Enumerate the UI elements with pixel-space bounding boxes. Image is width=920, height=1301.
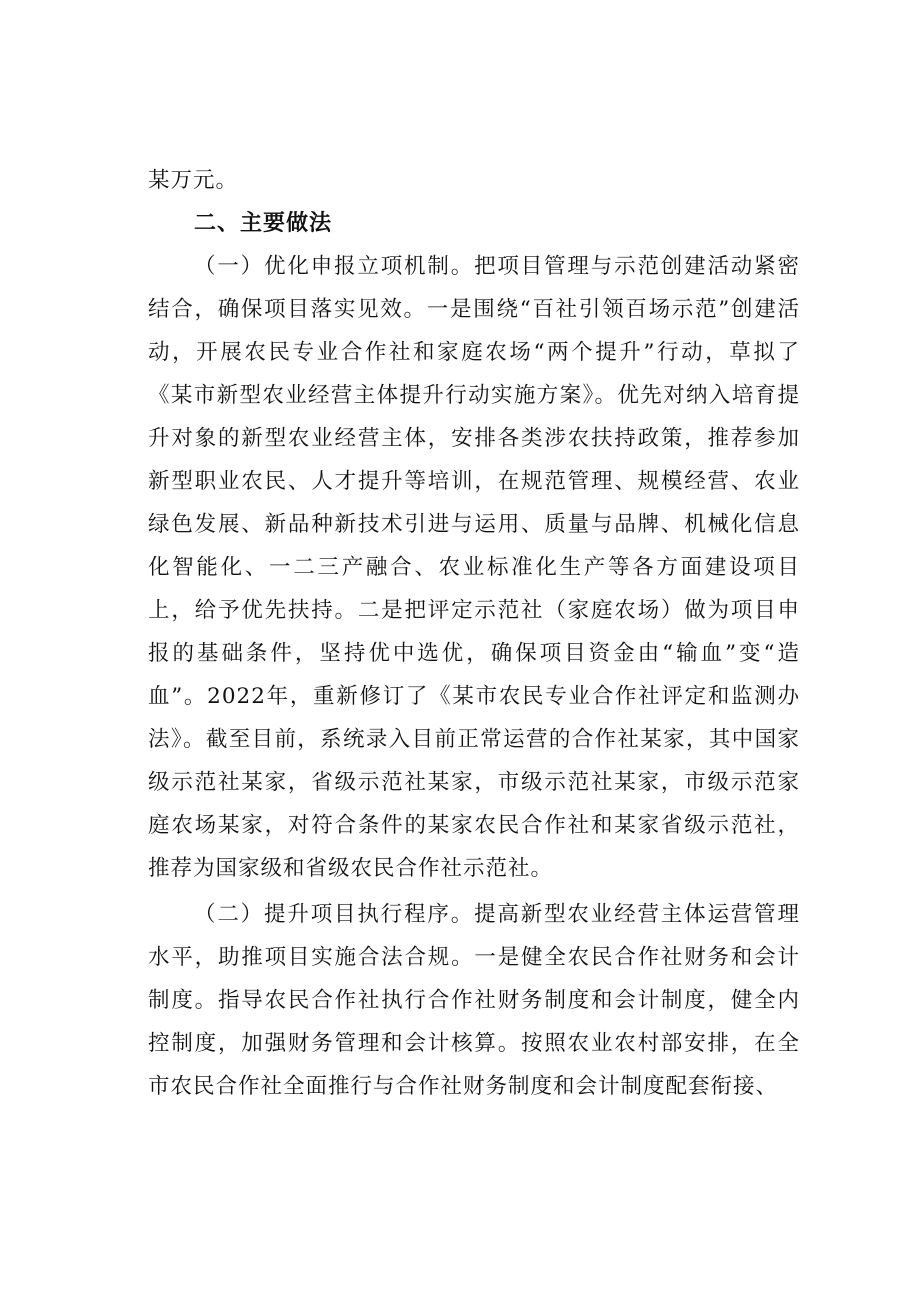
- continuation-line: 某万元。: [148, 168, 239, 193]
- paragraph-optimize-application: （一）优化申报立项机制。把项目管理与示范创建活动紧密结合，确保项目落实见效。一是围绕“百社引领百场示范”创建活动，开展农民专业合作社和家庭农场“两个提升”行动，草拟了《某市新型农业经营主体提升行动实施方案》。优先对纳入培育提升对象的新型农业经营主体，安排各类涉农扶持政策，推荐参加新型职业农民、人才提升等培训，在规范管理、规模经营、农业绿色发展、新品种新技术引进与运用、质量与品牌、机械化信息化智能化、一二三产融合、农业标准化生产等各方面建设项目上，给予优先扶持。二是把评定示范社（家庭农场）做为项目申报的基础条件，坚持优中选优，确保项目资金由“输血”变“造血”。2022年，重新修订了《某市农民专业合作社评定和监测办法》。截至目前，系统录入目前正常运营的合作社某家，其中国家级示范社某家，省级示范社某家，市级示范社某家，市级示范家庭农场某家，对符合条件的某家农民合作社和某家省级示范社，推荐为国家级和省级农民合作社示范社。: [148, 254, 800, 881]
- paragraph-improve-execution: （二）提升项目执行程序。提高新型农业经营主体运营管理水平，助推项目实施合法合规。一是健全农民合作社财务和会计制度。指导农民合作社执行合作社财务制度和会计制度，健全内控制度，加强财务管理和会计核算。按照农业农村部安排，在全市农民合作社全面推行与合作社财务制度和会计制度配套衔接、: [148, 902, 800, 1099]
- section-heading: 二、主要做法: [194, 211, 333, 236]
